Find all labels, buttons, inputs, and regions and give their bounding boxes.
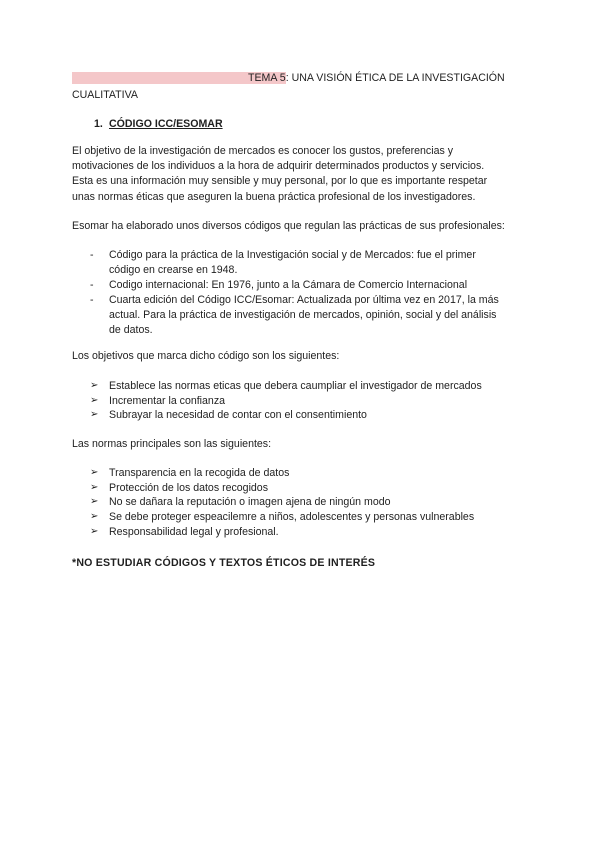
arrow-bullet-icon: ➢	[90, 380, 99, 391]
dash-bullet: -	[90, 279, 94, 291]
dash-bullet: -	[90, 294, 94, 306]
list-item: ➢ Subrayar la necesidad de contar con el consentimiento	[90, 409, 367, 422]
norms-intro: Las normas principales son las siguientes:	[72, 438, 272, 450]
list-item: ➢ No se dañara la reputación o imagen ajena de ningún modo	[90, 496, 391, 509]
codes-intro: Esomar ha elaborado unos diversos códigos que regulan las prácticas de sus profesionales:	[72, 220, 505, 232]
objectives-intro: Los objetivos que marca dicho código son los siguientes:	[72, 350, 340, 362]
list-item: - Cuarta edición del Código ICC/Esomar: Actualizada por última vez en 2017, la más actual. Para la práctica de investigación de mercados, opinión, social y del análisis de datos.	[90, 294, 499, 336]
list-item: ➢ Incrementar la confianza	[90, 394, 226, 407]
arrow-bullet-icon: ➢	[90, 409, 99, 421]
objectives-list	[90, 379, 530, 423]
topic-title	[72, 71, 528, 85]
section-heading	[94, 117, 223, 131]
paragraph-line: unas normas éticas que aseguren la buena práctica profesional de los investigadores.	[72, 190, 476, 203]
title-prefix: TEMA 5	[248, 72, 286, 84]
norms-list	[90, 466, 530, 540]
paragraph-line: Esta es una información muy sensible y muy personal, por lo que es importante respetar	[72, 175, 488, 188]
intro-paragraph	[72, 144, 532, 205]
title-rest: : UNA VISIÓN ÉTICA DE LA INVESTIGACIÓN	[285, 72, 505, 84]
section-number: 1.	[94, 118, 103, 130]
list-item: ➢ Se debe proteger espeacilemre a niños, adolescentes y personas vulnerables	[90, 511, 475, 524]
codes-list	[90, 248, 530, 338]
paragraph-line: El objetivo de la investigación de mercados es conocer los gustos, preferencias y	[72, 145, 453, 157]
list-item: - Codigo internacional: En 1976, junto a la Cámara de Comercio Internacional	[90, 279, 468, 291]
list-item: ➢ Establece las normas eticas que debera caumpliar el investigador de mercados	[90, 380, 482, 392]
arrow-bullet-icon: ➢	[90, 496, 99, 508]
title-highlight-bar	[72, 72, 248, 84]
arrow-bullet-icon: ➢	[90, 525, 99, 537]
list-item: ➢ Protección de los datos recogidos	[90, 481, 268, 494]
arrow-bullet-icon: ➢	[90, 467, 99, 478]
study-note: *NO ESTUDIAR CÓDIGOS Y TEXTOS ÉTICOS DE INTERÉS	[72, 557, 376, 569]
list-item: ➢ Responsabilidad legal y profesional.	[90, 525, 279, 538]
list-item: ➢ Transparencia en la recogida de datos	[90, 467, 290, 479]
dash-bullet: -	[90, 249, 94, 261]
paragraph-line: motivaciones de los individuos a la hora de adquirir determinados productos y servicios.	[72, 160, 485, 173]
arrow-bullet-icon: ➢	[90, 394, 99, 406]
title-continuation: CUALITATIVA	[72, 89, 138, 101]
list-item: - Código para la práctica de la Investigación social y de Mercados: fue el primer código en crearse en 1948.	[90, 249, 476, 276]
section-title: CÓDIGO ICC/ESOMAR	[109, 118, 223, 130]
arrow-bullet-icon: ➢	[90, 511, 99, 523]
arrow-bullet-icon: ➢	[90, 481, 99, 493]
